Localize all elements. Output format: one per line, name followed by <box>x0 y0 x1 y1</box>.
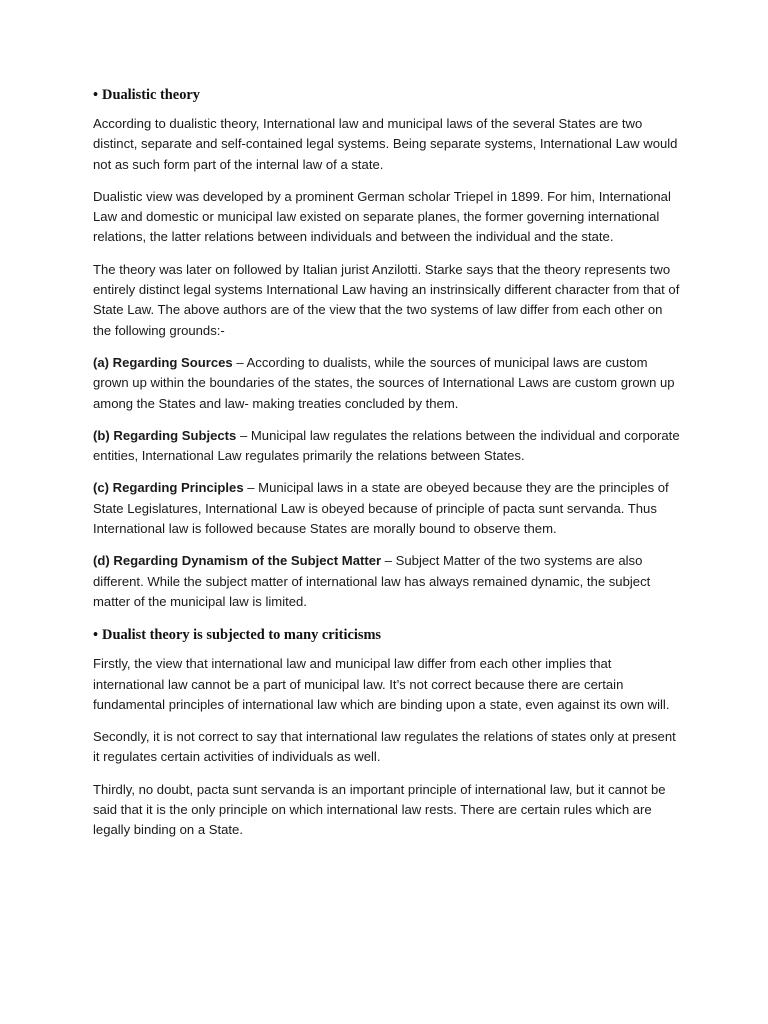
bullet-icon: • <box>93 87 99 103</box>
paragraph: Firstly, the view that international law and municipal law differ from each other implies that international law cannot be a part of municipal law. It’s not correct because there are certain fundamental principles of international law which are binding upon a state, even against its own will. <box>93 656 670 712</box>
ground-text: – Municipal law regulates the relations between the individual and corporate entities, International Law regulates primarily the relations between States. <box>93 427 680 464</box>
heading-text: Dualistic theory <box>102 87 200 103</box>
heading-text: Dualist theory is subjected to many criticisms <box>102 627 382 644</box>
ground-term: (c) Regarding Principles <box>93 480 244 496</box>
ground-item-dynamism <box>93 551 683 612</box>
paragraph: Thirdly, no doubt, pacta sunt servanda is an important principle of international law, but it cannot be said that it is the only principle on which international law rests. There are certain rules which are legally binding on a State. <box>93 781 666 838</box>
section-heading-criticisms <box>93 624 683 646</box>
ground-text: – Municipal laws in a state are obeyed because they are the principles of State Legislatures, International Law is obeyed because of principle of pacta sunt servanda. Thus International law is followed because States are morally bound to observe them. <box>93 480 669 537</box>
ground-item-principles <box>93 478 683 539</box>
paragraph: The theory was later on followed by Italian jurist Anzilotti. Starke says that the theory represents two entirely distinct legal systems International Law having an instrinsically different character from that of State Law. The above authors are of the view that the two systems of law differ from each other on the following grounds:- <box>93 261 680 338</box>
paragraph: Secondly, it is not correct to say that international law regulates the relations of states only at present it regulates certain activities of individuals as well. <box>93 729 676 765</box>
ground-term: (a) Regarding Sources <box>93 354 233 370</box>
document-page <box>93 84 683 853</box>
ground-text: – Subject Matter of the two systems are also different. While the subject matter of international law has always remained dynamic, the subject matter of the municipal law is limited. <box>93 553 651 609</box>
ground-item-sources <box>93 353 683 414</box>
ground-text: – According to dualists, while the sources of municipal laws are custom grown up within the boundaries of the states, the sources of International Laws are custom grown up among the States and law- making treaties concluded by them. <box>93 354 675 411</box>
bullet-icon: • <box>93 627 99 644</box>
paragraph: Dualistic view was developed by a prominent German scholar Triepel in 1899. For him, International Law and domestic or municipal law existed on separate planes, the former governing international relations, the latter relations between individuals and between the individual and the state. <box>93 188 671 245</box>
paragraph: According to dualistic theory, International law and municipal laws of the several States are two distinct, separate and self-contained legal systems. Being separate systems, International Law would not as such form part of the internal law of a state. <box>93 116 678 172</box>
ground-term: (d) Regarding Dynamism of the Subject Matter <box>93 553 382 569</box>
section-heading-dualistic-theory <box>93 84 683 106</box>
ground-term: (b) Regarding Subjects <box>93 427 237 443</box>
ground-item-subjects <box>93 426 683 467</box>
